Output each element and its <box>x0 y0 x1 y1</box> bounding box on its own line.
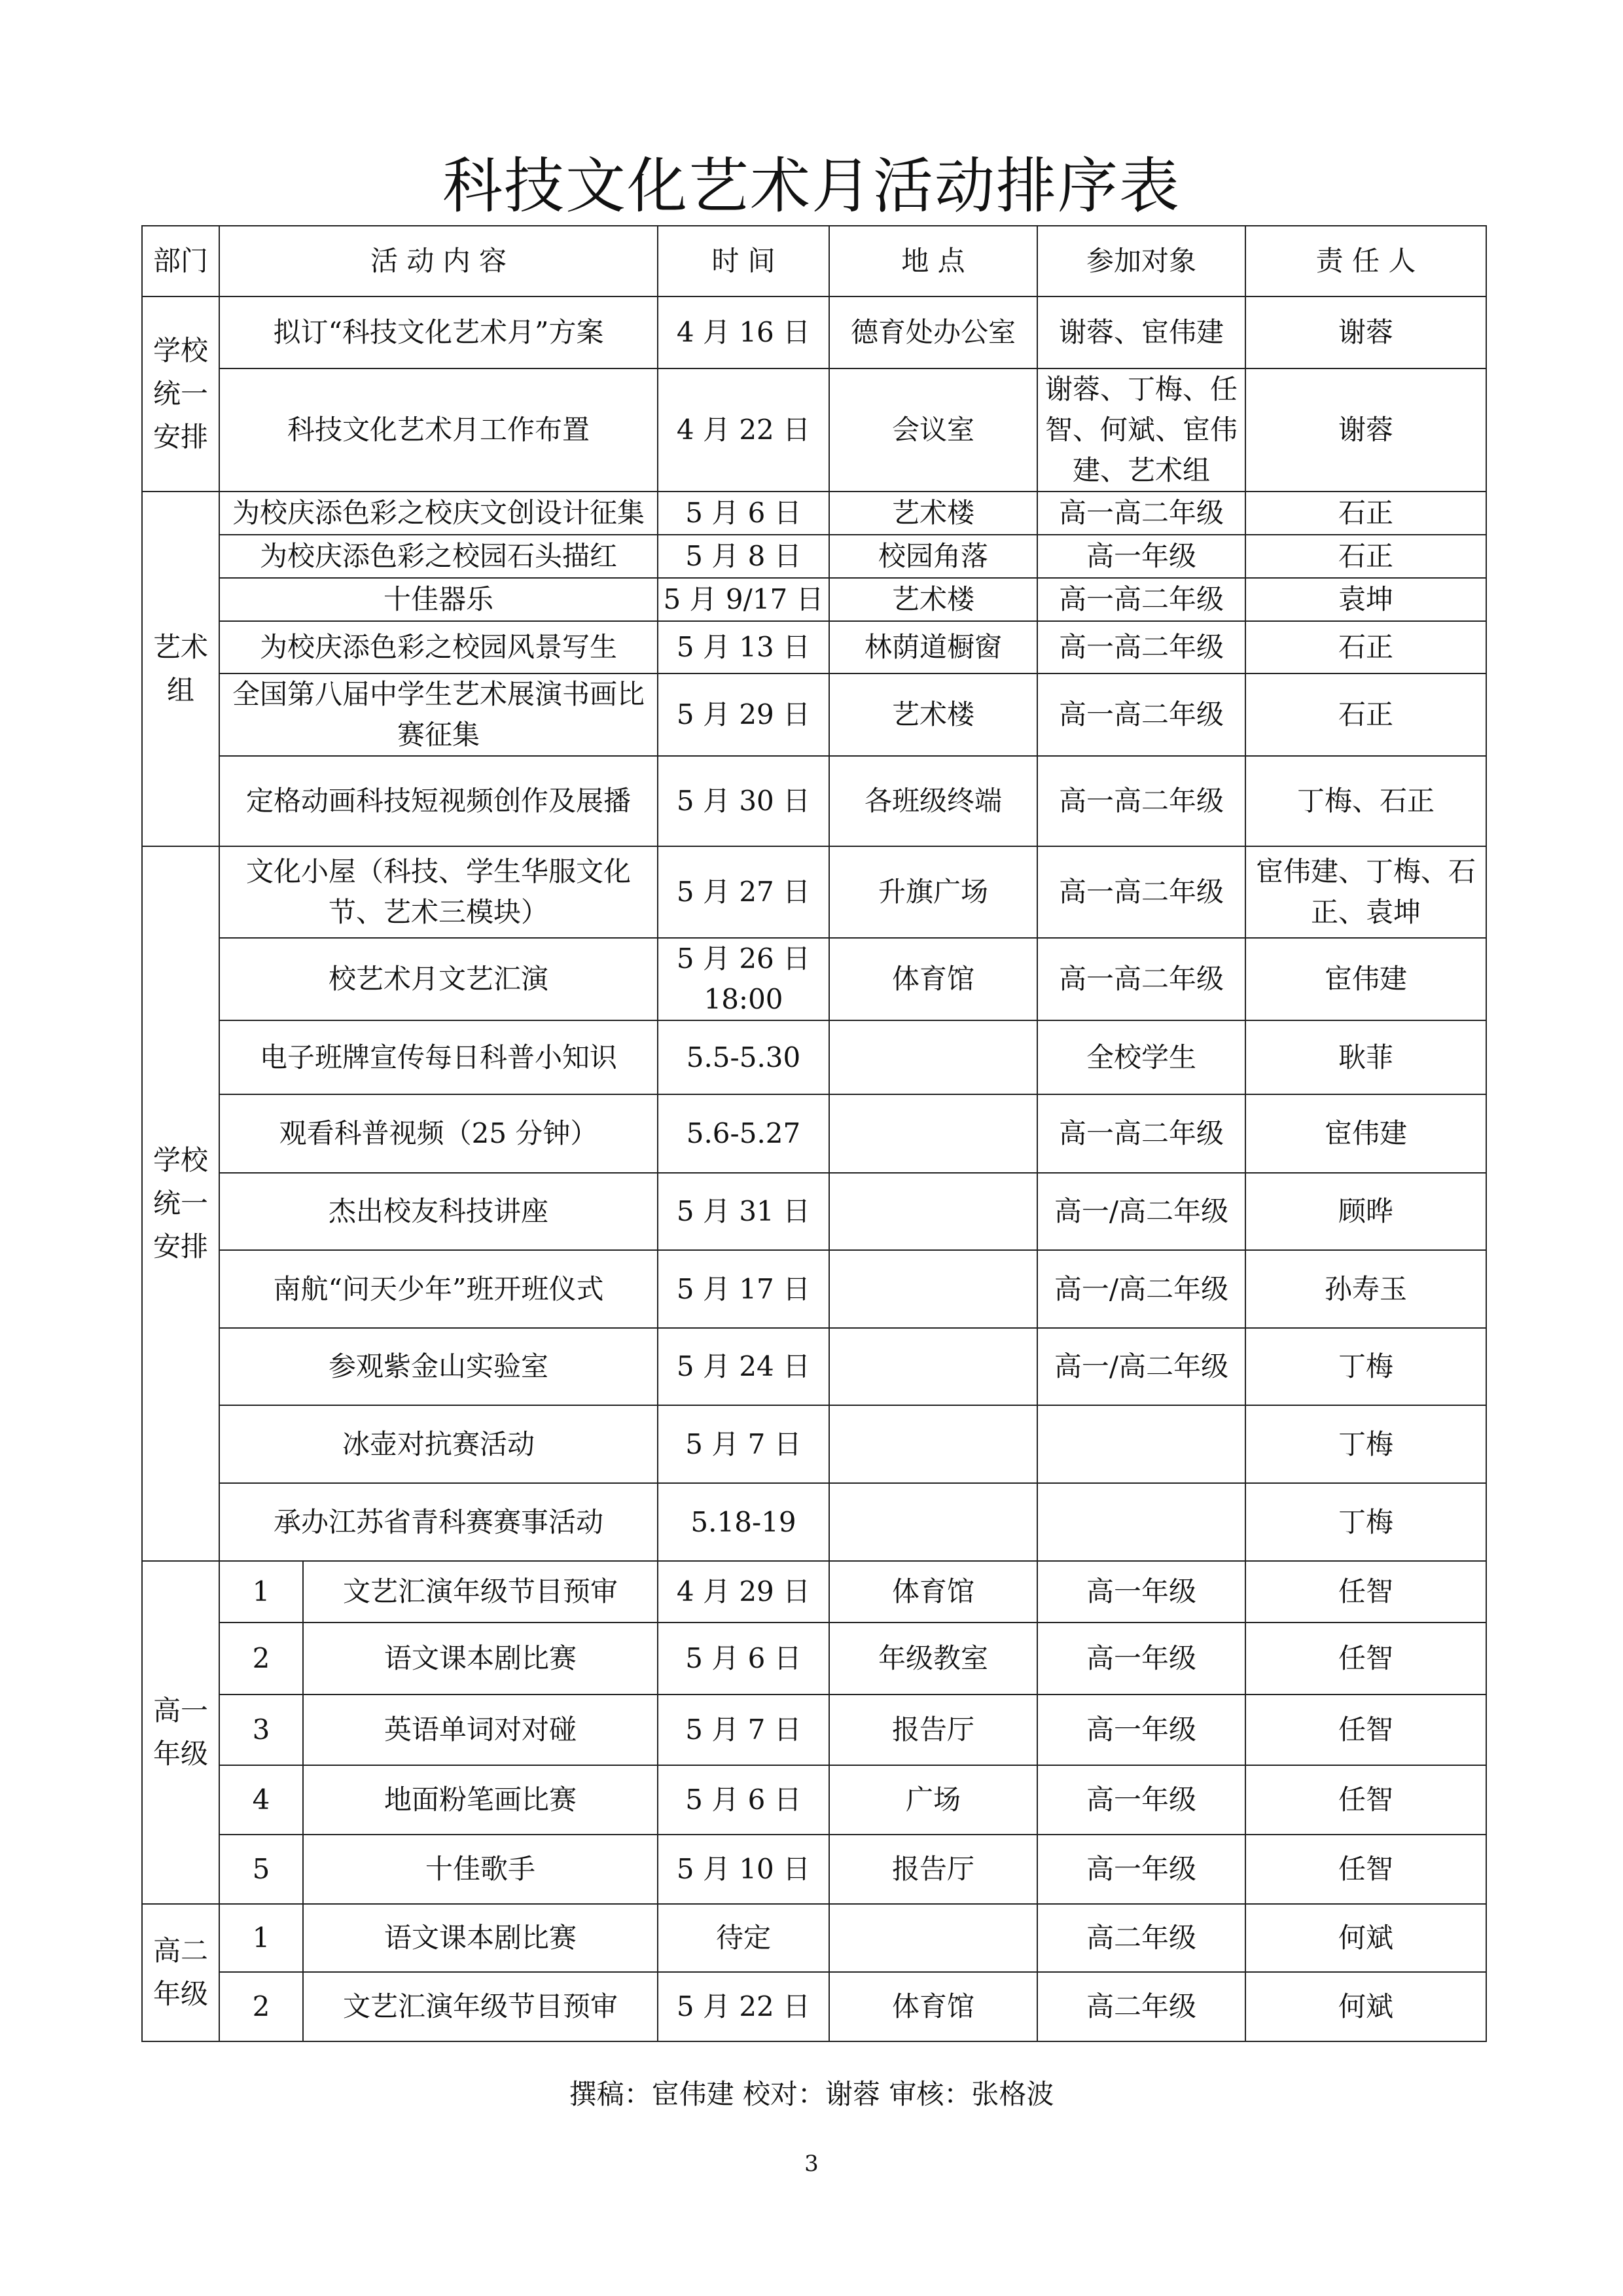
activity-cell: 十佳器乐 <box>219 578 658 621</box>
participants-cell: 高一年级 <box>1037 1835 1245 1904</box>
person-cell: 任智 <box>1245 1835 1486 1904</box>
activity-cell: 电子班牌宣传每日科普小知识 <box>219 1020 658 1094</box>
time-cell: 5 月 6 日 <box>658 492 829 535</box>
person-cell: 宦伟建 <box>1245 1094 1486 1173</box>
time-cell: 5 月 26 日 18:00 <box>658 938 829 1020</box>
place-cell: 德育处办公室 <box>829 296 1037 368</box>
place-cell <box>829 1020 1037 1094</box>
dept-cell: 学校统一安排 <box>142 846 219 1561</box>
person-cell: 任智 <box>1245 1623 1486 1695</box>
participants-cell: 高一年级 <box>1037 1623 1245 1695</box>
participants-cell: 高一年级 <box>1037 1765 1245 1835</box>
place-cell: 林荫道橱窗 <box>829 621 1037 673</box>
table-row <box>142 1904 1486 1972</box>
activity-cell: 为校庆添色彩之校庆文创设计征集 <box>219 492 658 535</box>
activity-cell: 英语单词对对碰 <box>303 1695 658 1765</box>
person-cell: 石正 <box>1245 621 1486 673</box>
place-cell: 年级教室 <box>829 1623 1037 1695</box>
participants-cell: 高一高二年级 <box>1037 621 1245 673</box>
place-cell: 报告厅 <box>829 1695 1037 1765</box>
person-cell: 袁坤 <box>1245 578 1486 621</box>
time-cell: 4 月 22 日 <box>658 368 829 492</box>
participants-cell: 高一年级 <box>1037 535 1245 578</box>
activity-cell: 语文课本剧比赛 <box>303 1623 658 1695</box>
header-participants: 参加对象 <box>1037 226 1245 296</box>
page-number: 3 <box>804 2151 819 2177</box>
place-cell: 各班级终端 <box>829 756 1037 846</box>
activity-cell: 文艺汇演年级节目预审 <box>303 1972 658 2041</box>
person-cell: 石正 <box>1245 492 1486 535</box>
row-number-cell: 1 <box>219 1561 303 1623</box>
activity-cell: 科技文化艺术月工作布置 <box>219 368 658 492</box>
participants-cell: 高一高二年级 <box>1037 492 1245 535</box>
person-cell: 石正 <box>1245 535 1486 578</box>
page-title: 科技文化艺术月活动排序表 <box>442 151 1181 221</box>
person-cell: 丁梅、石正 <box>1245 756 1486 846</box>
person-cell: 任智 <box>1245 1765 1486 1835</box>
activity-cell: 为校庆添色彩之校园风景写生 <box>219 621 658 673</box>
time-cell: 5 月 6 日 <box>658 1623 829 1695</box>
person-cell: 顾晔 <box>1245 1173 1486 1250</box>
time-cell: 5 月 29 日 <box>658 673 829 756</box>
time-cell: 4 月 16 日 <box>658 296 829 368</box>
activity-cell: 十佳歌手 <box>303 1835 658 1904</box>
time-cell: 5 月 8 日 <box>658 535 829 578</box>
participants-cell: 全校学生 <box>1037 1020 1245 1094</box>
table-row <box>142 938 1486 1020</box>
table-row <box>142 846 1486 938</box>
table-row <box>142 1250 1486 1328</box>
participants-cell: 高一高二年级 <box>1037 938 1245 1020</box>
activity-cell: 南航“问天少年”班开班仪式 <box>219 1250 658 1328</box>
place-cell: 艺术楼 <box>829 578 1037 621</box>
time-cell: 5 月 30 日 <box>658 756 829 846</box>
table-row <box>142 1695 1486 1765</box>
time-cell: 5 月 27 日 <box>658 846 829 938</box>
person-cell: 丁梅 <box>1245 1405 1486 1483</box>
participants-cell: 高二年级 <box>1037 1972 1245 2041</box>
activity-cell: 杰出校友科技讲座 <box>219 1173 658 1250</box>
place-cell: 升旗广场 <box>829 846 1037 938</box>
place-cell: 报告厅 <box>829 1835 1037 1904</box>
participants-cell: 高一年级 <box>1037 1695 1245 1765</box>
activity-cell: 文化小屋（科技、学生华服文化节、艺术三模块） <box>219 846 658 938</box>
person-cell: 孙寿玉 <box>1245 1250 1486 1328</box>
participants-cell: 高一高二年级 <box>1037 578 1245 621</box>
place-cell <box>829 1405 1037 1483</box>
time-cell: 5 月 22 日 <box>658 1972 829 2041</box>
table-row <box>142 1328 1486 1405</box>
person-cell: 耿菲 <box>1245 1020 1486 1094</box>
participants-cell: 高一/高二年级 <box>1037 1173 1245 1250</box>
row-number-cell: 5 <box>219 1835 303 1904</box>
table-row <box>142 1765 1486 1835</box>
table-row <box>142 1405 1486 1483</box>
time-cell: 5 月 7 日 <box>658 1695 829 1765</box>
header-place: 地 点 <box>829 226 1037 296</box>
activity-cell: 冰壶对抗赛活动 <box>219 1405 658 1483</box>
person-cell: 任智 <box>1245 1695 1486 1765</box>
schedule-table <box>141 225 1487 2042</box>
table-row <box>142 1483 1486 1561</box>
header-activity: 活 动 内 容 <box>219 226 658 296</box>
person-cell: 任智 <box>1245 1561 1486 1623</box>
table-header-row <box>142 226 1486 296</box>
place-cell <box>829 1173 1037 1250</box>
activity-cell: 承办江苏省青科赛赛事活动 <box>219 1483 658 1561</box>
place-cell <box>829 1094 1037 1173</box>
dept-cell: 艺术组 <box>142 492 219 846</box>
participants-cell: 谢蓉、丁梅、任智、何斌、宦伟建、艺术组 <box>1037 368 1245 492</box>
activity-cell: 观看科普视频（25 分钟） <box>219 1094 658 1173</box>
time-cell: 待定 <box>658 1904 829 1972</box>
person-cell: 丁梅 <box>1245 1483 1486 1561</box>
row-number-cell: 2 <box>219 1972 303 2041</box>
place-cell: 会议室 <box>829 368 1037 492</box>
place-cell <box>829 1328 1037 1405</box>
table-row <box>142 1835 1486 1904</box>
time-cell: 5 月 24 日 <box>658 1328 829 1405</box>
table-row <box>142 1972 1486 2041</box>
time-cell: 5 月 13 日 <box>658 621 829 673</box>
dept-cell: 学校统一安排 <box>142 296 219 492</box>
person-cell: 何斌 <box>1245 1904 1486 1972</box>
header-person: 责 任 人 <box>1245 226 1486 296</box>
place-cell <box>829 1250 1037 1328</box>
row-number-cell: 4 <box>219 1765 303 1835</box>
activity-cell: 参观紫金山实验室 <box>219 1328 658 1405</box>
participants-cell: 高一高二年级 <box>1037 846 1245 938</box>
activity-cell: 拟订“科技文化艺术月”方案 <box>219 296 658 368</box>
time-cell: 5 月 31 日 <box>658 1173 829 1250</box>
participants-cell: 谢蓉、宦伟建 <box>1037 296 1245 368</box>
participants-cell: 高一年级 <box>1037 1561 1245 1623</box>
table-row <box>142 1094 1486 1173</box>
person-cell: 谢蓉 <box>1245 368 1486 492</box>
participants-cell: 高一高二年级 <box>1037 673 1245 756</box>
time-cell: 5.6-5.27 <box>658 1094 829 1173</box>
activity-cell: 地面粉笔画比赛 <box>303 1765 658 1835</box>
activity-cell: 语文课本剧比赛 <box>303 1904 658 1972</box>
participants-cell <box>1037 1483 1245 1561</box>
place-cell: 体育馆 <box>829 1561 1037 1623</box>
place-cell: 校园角落 <box>829 535 1037 578</box>
person-cell: 丁梅 <box>1245 1328 1486 1405</box>
table-row <box>142 1173 1486 1250</box>
place-cell <box>829 1904 1037 1972</box>
activity-cell: 文艺汇演年级节目预审 <box>303 1561 658 1623</box>
person-cell: 石正 <box>1245 673 1486 756</box>
time-cell: 5 月 9/17 日 <box>658 578 829 621</box>
table-row <box>142 673 1486 756</box>
place-cell: 广场 <box>829 1765 1037 1835</box>
row-number-cell: 3 <box>219 1695 303 1765</box>
activity-cell: 校艺术月文艺汇演 <box>219 938 658 1020</box>
participants-cell <box>1037 1405 1245 1483</box>
table-row <box>142 1020 1486 1094</box>
time-cell: 5 月 7 日 <box>658 1405 829 1483</box>
time-cell: 5 月 10 日 <box>658 1835 829 1904</box>
table-row <box>142 368 1486 492</box>
time-cell: 5 月 6 日 <box>658 1765 829 1835</box>
activity-cell: 全国第八届中学生艺术展演书画比赛征集 <box>219 673 658 756</box>
row-number-cell: 2 <box>219 1623 303 1695</box>
dept-cell: 高二年级 <box>142 1904 219 2041</box>
time-cell: 4 月 29 日 <box>658 1561 829 1623</box>
participants-cell: 高二年级 <box>1037 1904 1245 1972</box>
participants-cell: 高一/高二年级 <box>1037 1250 1245 1328</box>
time-cell: 5 月 17 日 <box>658 1250 829 1328</box>
person-cell: 宦伟建 <box>1245 938 1486 1020</box>
header-time: 时 间 <box>658 226 829 296</box>
row-number-cell: 1 <box>219 1904 303 1972</box>
table-row <box>142 578 1486 621</box>
person-cell: 谢蓉 <box>1245 296 1486 368</box>
participants-cell: 高一高二年级 <box>1037 756 1245 846</box>
person-cell: 何斌 <box>1245 1972 1486 2041</box>
place-cell: 体育馆 <box>829 1972 1037 2041</box>
participants-cell: 高一高二年级 <box>1037 1094 1245 1173</box>
time-cell: 5.18-19 <box>658 1483 829 1561</box>
activity-cell: 为校庆添色彩之校园石头描红 <box>219 535 658 578</box>
dept-cell: 高一年级 <box>142 1561 219 1904</box>
table-row <box>142 621 1486 673</box>
table-row <box>142 1623 1486 1695</box>
place-cell <box>829 1483 1037 1561</box>
table-row <box>142 492 1486 535</box>
table-row <box>142 296 1486 368</box>
place-cell: 艺术楼 <box>829 673 1037 756</box>
table-row <box>142 756 1486 846</box>
activity-cell: 定格动画科技短视频创作及展播 <box>219 756 658 846</box>
header-dept: 部门 <box>142 226 219 296</box>
place-cell: 体育馆 <box>829 938 1037 1020</box>
signature-line: 撰稿：宦伟建 校对：谢蓉 审核：张格波 <box>569 2078 1054 2110</box>
time-cell: 5.5-5.30 <box>658 1020 829 1094</box>
person-cell: 宦伟建、丁梅、石正、袁坤 <box>1245 846 1486 938</box>
table-row <box>142 1561 1486 1623</box>
table-row <box>142 535 1486 578</box>
participants-cell: 高一/高二年级 <box>1037 1328 1245 1405</box>
place-cell: 艺术楼 <box>829 492 1037 535</box>
